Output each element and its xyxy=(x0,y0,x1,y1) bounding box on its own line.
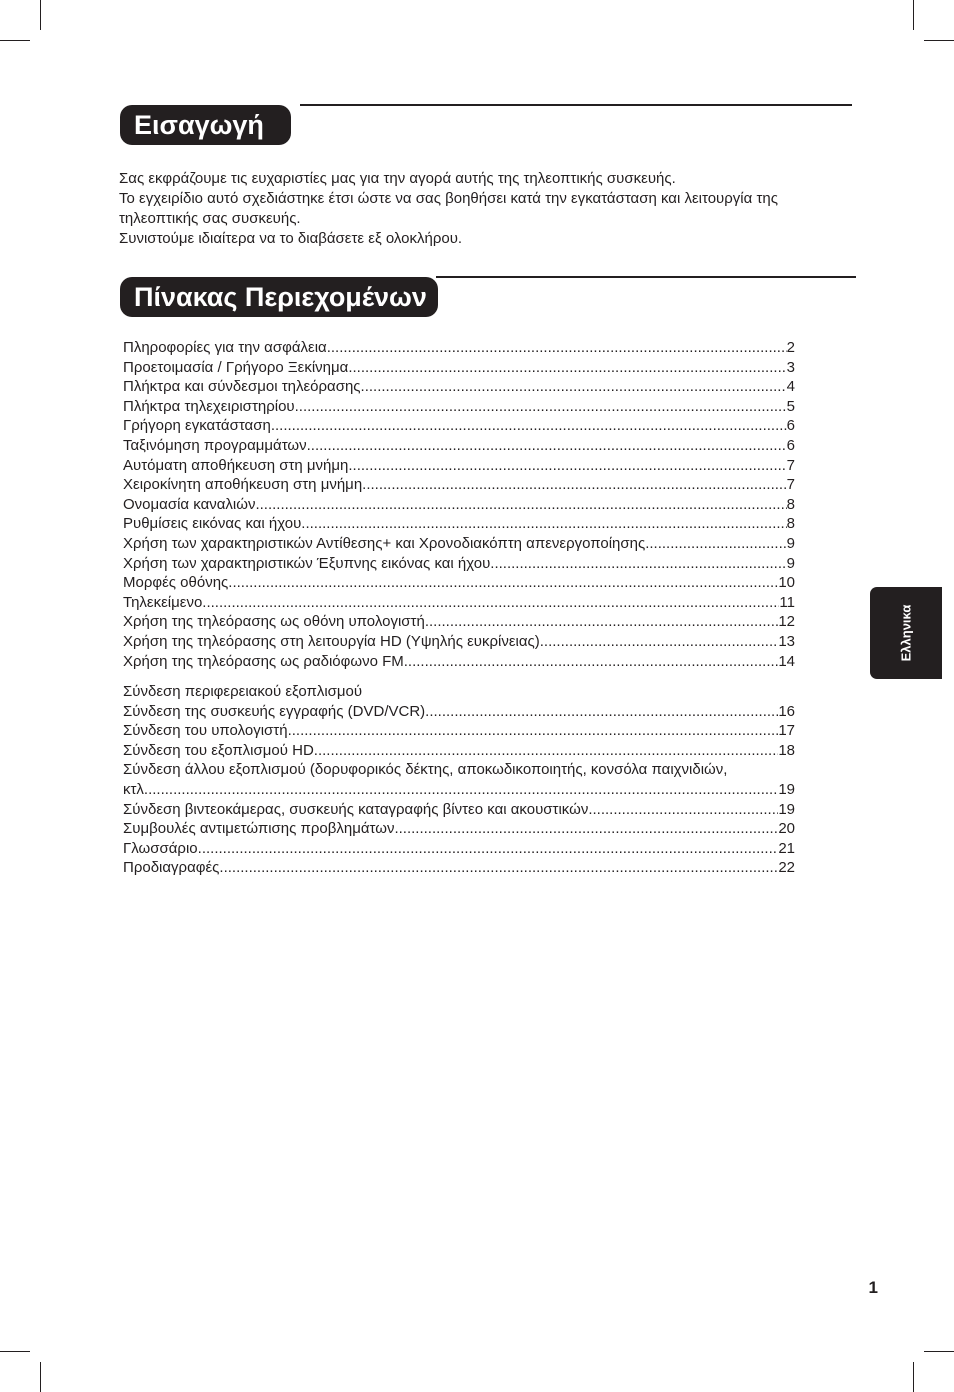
toc-entry-title: Σύνδεση του εξοπλισμού HD xyxy=(123,741,314,759)
toc-entry-page: 12 xyxy=(778,613,795,631)
toc-entry-title: Πλήκτρα τηλεχειριστηρίου xyxy=(123,397,295,415)
intro-paragraph: Σας εκφράζουμε τις ευχαριστίες μας για την αγορά αυτής της τηλεοπτικής συσκευής. xyxy=(119,170,676,187)
toc-entry xyxy=(123,612,795,632)
toc-entry xyxy=(123,839,795,859)
toc-entry xyxy=(123,358,795,378)
toc-entry-title: Προδιαγραφές xyxy=(123,859,220,877)
toc-heading xyxy=(120,277,438,317)
toc-entry-leader xyxy=(295,397,787,417)
toc-entry xyxy=(123,456,795,476)
toc-entry-leader xyxy=(148,780,778,800)
toc-entry-page: 7 xyxy=(786,456,795,474)
toc-entry-title: Ονομασία καναλιών xyxy=(123,495,256,513)
toc-group-heading: Σύνδεση περιφερειακού εξοπλισμού xyxy=(123,683,363,701)
toc-spacer xyxy=(123,671,795,682)
toc-entry xyxy=(123,573,795,593)
toc-entry-leader xyxy=(425,612,778,632)
toc-entry-page: 7 xyxy=(786,476,795,494)
toc-entry-title: Συμβουλές αντιμετώπισης προβλημάτων xyxy=(123,820,395,838)
toc-entry-leader xyxy=(307,436,787,456)
toc-entry-page: 14 xyxy=(778,652,795,670)
toc-entry-leader xyxy=(301,514,786,534)
intro-heading-text: Εισαγωγή xyxy=(134,109,264,140)
toc-entry-title: Χρήση των χαρακτηριστικών Έξυπνης εικόνας και ήχου xyxy=(123,554,491,572)
toc-entry xyxy=(123,721,795,741)
toc-entry xyxy=(123,632,795,652)
intro-paragraph: Συνιστούμε ιδιαίτερα να το διαβάσετε εξ ολοκλήρου. xyxy=(119,230,463,247)
toc-heading-rule xyxy=(436,276,856,278)
toc-entry-leader xyxy=(361,377,787,397)
toc-entry-title: Ταξινόμηση προγραμμάτων xyxy=(123,436,307,454)
toc-entry xyxy=(123,514,795,534)
toc-entry xyxy=(123,702,795,722)
toc-entry-title: Χειροκίνητη αποθήκευση στη μνήμη xyxy=(123,476,363,494)
toc-entry-page: 11 xyxy=(779,593,795,611)
crop-mark xyxy=(913,1362,914,1392)
language-tab xyxy=(870,587,942,679)
toc-entry-title: Μορφές οθόνης xyxy=(123,574,229,592)
toc-entry-title: Τηλεκείμενο xyxy=(123,593,203,611)
table-of-contents xyxy=(123,338,795,878)
toc-entry-title: Αυτόματη αποθήκευση στη μνήμη xyxy=(123,456,349,474)
toc-entry-page: 8 xyxy=(786,495,795,513)
toc-entry xyxy=(123,534,795,554)
crop-mark xyxy=(913,0,914,30)
toc-entry xyxy=(123,377,795,397)
toc-entry xyxy=(123,495,795,515)
toc-entry-leader xyxy=(327,338,787,358)
toc-entry-page: 20 xyxy=(778,820,795,838)
toc-entry-page: 6 xyxy=(786,417,795,435)
crop-mark xyxy=(0,1351,30,1352)
toc-entry xyxy=(123,741,795,761)
toc-entry-page: 19 xyxy=(778,781,795,799)
toc-entry-wrapped-line: Σύνδεση άλλου εξοπλισμού (δορυφορικός δέκτης, αποκωδικοποιητής, κονσόλα παιχνιδιών, xyxy=(123,761,728,779)
toc-entry-title: Σύνδεση βιντεοκάμερας, συσκευής καταγραφής βίντεο και ακουστικών xyxy=(123,800,589,818)
intro-paragraph: Το εγχειρίδιο αυτό σχεδιάστηκε έτσι ώστε να σας βοηθήσει κατά την εγκατάσταση και λειτουργία της τηλεοπτικής σας συσκευής. xyxy=(119,190,778,227)
toc-entry-leader xyxy=(540,632,779,652)
toc-entry-page: 21 xyxy=(778,839,795,857)
intro-heading-rule xyxy=(300,104,852,106)
toc-entry-title: Γλωσσάριο xyxy=(123,839,198,857)
toc-entry-title: Γρήγορη εγκατάσταση xyxy=(123,417,271,435)
toc-entry xyxy=(123,819,795,839)
toc-entry-title: Προετοιμασία / Γρήγορο Ξεκίνημα xyxy=(123,358,349,376)
toc-group xyxy=(123,338,795,671)
crop-mark xyxy=(40,0,41,30)
toc-entry xyxy=(123,593,795,613)
toc-entry xyxy=(123,436,795,456)
toc-entry-page: 2 xyxy=(786,339,795,356)
crop-mark xyxy=(0,40,30,41)
toc-entry-leader xyxy=(219,858,778,878)
toc-entry-page: 4 xyxy=(786,378,795,396)
toc-entry-page: 17 xyxy=(778,722,795,740)
toc-entry xyxy=(123,475,795,495)
toc-entry-leader xyxy=(490,554,786,574)
toc-entry-title: Σύνδεση του υπολογιστή xyxy=(123,722,288,740)
toc-entry xyxy=(123,780,795,800)
toc-entry-leader xyxy=(271,416,787,436)
toc-entry-page: 6 xyxy=(786,436,795,454)
toc-entry xyxy=(123,338,795,358)
toc-entry-title: Χρήση των χαρακτηριστικών Αντίθεσης+ και Χρονοδιακόπτη απενεργοποίησης xyxy=(123,534,646,552)
toc-entry-leader xyxy=(588,800,778,820)
toc-group xyxy=(123,702,795,761)
page-number: 1 xyxy=(868,1278,878,1297)
intro-heading xyxy=(120,105,291,145)
crop-mark xyxy=(40,1362,41,1392)
toc-entry-leader xyxy=(404,652,779,672)
toc-heading-text: Πίνακας Περιεχομένων xyxy=(134,281,427,312)
toc-group xyxy=(123,800,795,878)
toc-entry-title: Χρήση της τηλεόρασης στη λειτουργία HD (Υψηλής ευκρίνειας) xyxy=(123,632,540,650)
toc-entry-leader xyxy=(645,534,786,554)
toc-entry-page: 9 xyxy=(786,534,795,552)
toc-entry-leader xyxy=(288,721,779,741)
toc-entry xyxy=(123,554,795,574)
toc-entry-page: 18 xyxy=(778,741,795,759)
toc-entry-leader xyxy=(348,358,786,378)
toc-entry-title: Ρυθμίσεις εικόνας και ήχου xyxy=(123,515,302,533)
toc-entry xyxy=(123,416,795,436)
toc-entry-title: Χρήση της τηλεόρασης ως ραδιόφωνο FM xyxy=(123,652,404,670)
toc-entry-leader xyxy=(198,839,779,859)
toc-entry-page: 13 xyxy=(778,632,795,650)
toc-entry-page: 16 xyxy=(778,702,795,720)
toc-entry-leader xyxy=(228,573,778,593)
crop-mark xyxy=(924,40,954,41)
toc-entry xyxy=(123,800,795,820)
toc-entry-leader xyxy=(202,593,779,613)
toc-entry-leader xyxy=(348,456,786,476)
crop-mark xyxy=(924,1351,954,1352)
toc-entry-page: 3 xyxy=(786,358,795,376)
toc-entry-leader xyxy=(362,475,786,495)
toc-entry-title: κτλ. xyxy=(123,781,149,799)
toc-entry-page: 5 xyxy=(786,397,795,415)
toc-entry xyxy=(123,858,795,878)
toc-entry-leader xyxy=(394,819,778,839)
language-tab-label: Ελληνικα xyxy=(898,604,914,662)
toc-entry-page: 22 xyxy=(778,859,795,877)
toc-entry-title: Σύνδεση της συσκευής εγγραφής (DVD/VCR) xyxy=(123,702,426,720)
toc-entry xyxy=(123,397,795,417)
toc-entry-title: Πληροφορίες για την ασφάλεια xyxy=(123,339,327,356)
toc-entry-page: 8 xyxy=(786,515,795,533)
toc-entry-page: 19 xyxy=(778,800,795,818)
toc-entry-page: 10 xyxy=(778,574,795,592)
toc-entry xyxy=(123,652,795,672)
toc-entry-title: Πλήκτρα και σύνδεσμοι τηλεόρασης xyxy=(123,378,361,396)
toc-entry-leader xyxy=(314,741,779,761)
toc-entry-page: 9 xyxy=(786,554,795,572)
intro-text xyxy=(119,169,849,249)
toc-entry-leader xyxy=(255,495,786,515)
toc-entry-title: Χρήση της τηλεόρασης ως οθόνη υπολογιστή xyxy=(123,613,425,631)
toc-entry-leader xyxy=(425,702,778,722)
